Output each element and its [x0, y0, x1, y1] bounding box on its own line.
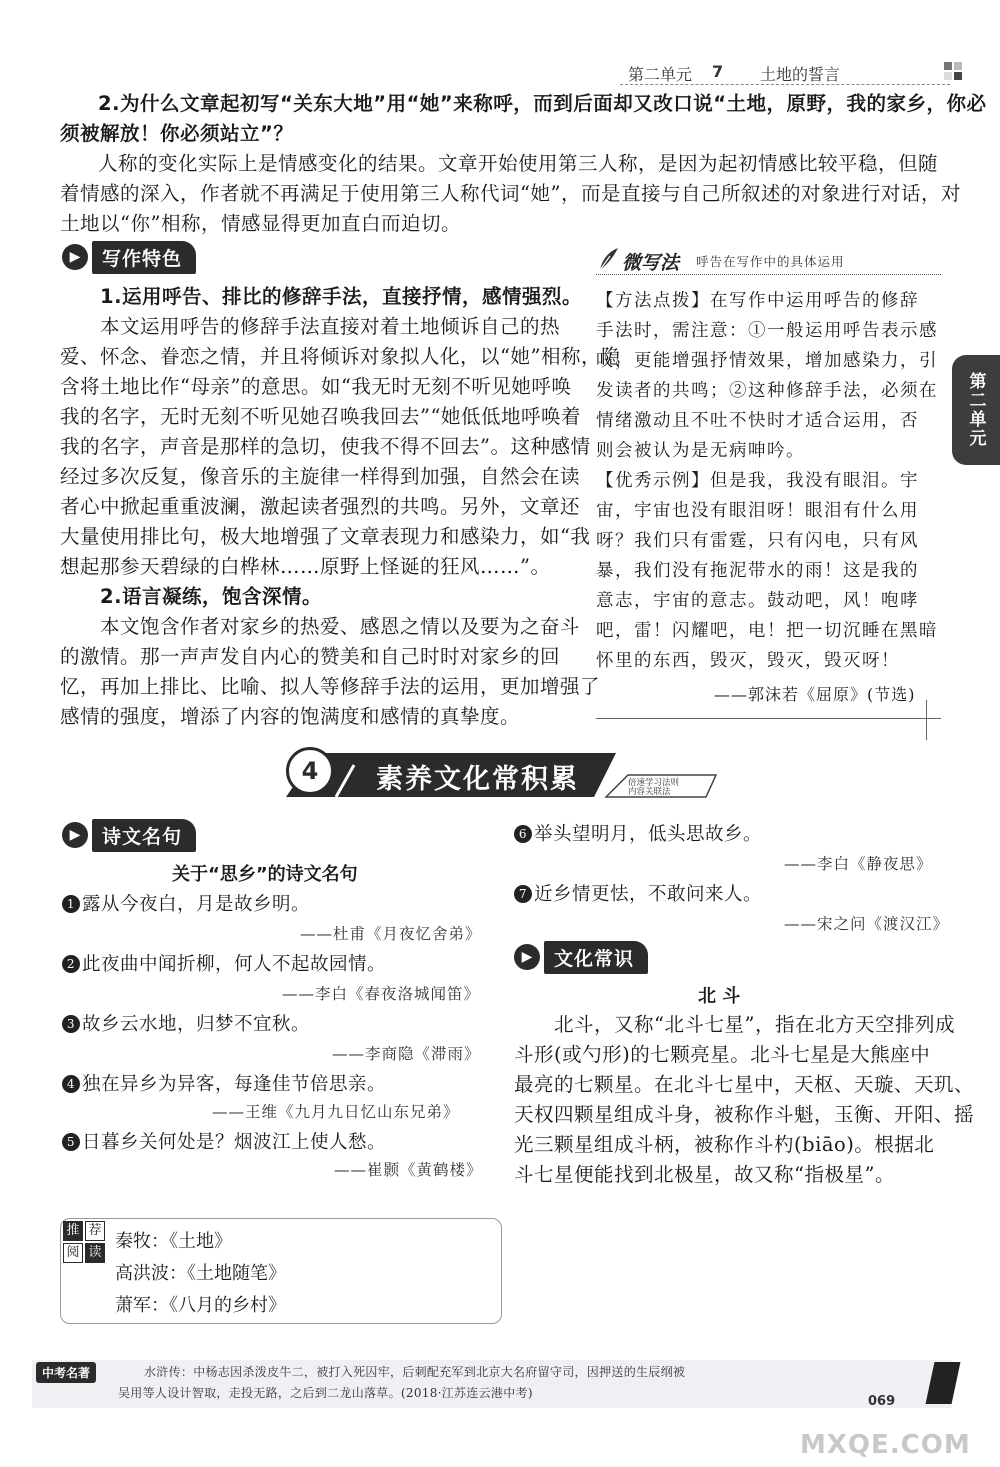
micro-writing-box	[596, 240, 944, 740]
body-line: 本文运用呼告的修辞手法直接对着土地倾诉自己的热	[100, 315, 561, 338]
poem-line: 露从今夜白，月是故乡明。	[82, 894, 311, 915]
header-square-icon	[944, 62, 952, 70]
header-square-icon	[954, 62, 962, 70]
lesson-title: 土地的誓言	[760, 65, 841, 84]
page-header	[600, 58, 1000, 86]
body-line: 忆，再加上排比、比喻、拟人等修辞手法的运用，更加增强了	[60, 675, 601, 698]
poem-source: ——崔颢《黄鹤楼》	[334, 1161, 483, 1179]
poem-line: 举头望明月，低头思故乡。	[534, 824, 763, 845]
footer-tag: 中考名著	[36, 1362, 96, 1383]
question-title-cont: 须被解放！你必须站立”？	[60, 122, 294, 145]
example-line: 意志，宇宙的意志。鼓动吧，风！咆哮	[596, 591, 919, 611]
poem-item	[514, 880, 762, 906]
example-line: 宙，宇宙也没有眼泪呀！眼泪有什么用	[596, 501, 919, 521]
feature-point-1-title: 1.运用呼告、排比的修辞手法，直接抒情，感情强烈。	[100, 285, 582, 308]
culture-line: 斗七星便能找到北极星，故又称“指极星”。	[514, 1163, 895, 1186]
poem-source: ——李白《静夜思》	[784, 855, 933, 873]
culture-tag	[514, 940, 648, 974]
banner-note-line: 倍速学习法则	[628, 778, 680, 788]
poem-source: ——王维《九月九日忆山东兄弟》	[212, 1103, 460, 1121]
poems-label: 诗文名句	[92, 819, 196, 852]
question-title: 2.为什么文章起初写“关东大地”用“她”来称呼，而到后面却又改口说“土地，原野，我的家乡，你必	[98, 92, 987, 115]
culture-line: 天权四颗星组成斗身，被称作斗魁，玉衡、开阳、摇	[514, 1103, 975, 1126]
poem-item	[62, 1010, 310, 1036]
method-line: 【方法点拨】在写作中运用呼告的修辞	[596, 291, 919, 311]
feature-point-2-body	[60, 612, 601, 732]
culture-title: 北 斗	[698, 986, 741, 1007]
micro-writing-bottom-line	[596, 718, 941, 719]
body-line: 爱、怀念、眷恋之情，并且将倾诉对象拟人化，以“她”相称，隐	[60, 345, 621, 368]
poem-item	[62, 890, 310, 916]
feature-point-2-title: 2.语言凝练，饱含深情。	[100, 585, 322, 608]
writing-features-tag	[62, 240, 196, 274]
poem-line: 此夜曲中闻折柳，何人不起故园情。	[82, 954, 387, 975]
micro-writing-label: 微写法	[622, 252, 680, 274]
recommend-badge	[61, 1219, 107, 1265]
poem-item	[514, 820, 762, 846]
answer-line: 人称的变化实际上是情感变化的结果。文章开始使用第三人称，是因为起初情感比较平稳，但随	[98, 152, 939, 175]
recommended-book: 萧军：《八月的乡村》	[115, 1295, 286, 1316]
body-line: 感情的强度，增添了内容的饱满度和感情的真挚度。	[60, 705, 521, 728]
poem-number: 1	[62, 895, 80, 913]
header-square-icon	[954, 72, 962, 80]
banner-note	[628, 779, 679, 797]
method-line: 手法时，需注意：①一般运用呼告表示感	[596, 321, 938, 341]
example-line: 吧，雷！闪耀吧，电！把一切沉睡在黑暗	[596, 621, 938, 641]
example-source: ——郭沫若《屈原》(节选)	[714, 685, 916, 704]
unit-side-tab: 第二单元	[952, 355, 1000, 465]
play-arrow-icon: ▶	[514, 944, 540, 970]
poem-number: 3	[62, 1015, 80, 1033]
poem-line: 日暮乡关何处是？烟波江上使人愁。	[82, 1132, 387, 1153]
body-line: 想起那参天碧绿的白桦林……原野上怪诞的狂风……”。	[60, 555, 551, 578]
body-line: 本文饱含作者对家乡的热爱、感恩之情以及要为之奋斗	[100, 615, 581, 638]
banner-title: 素养文化常积累	[376, 764, 579, 795]
footer-bar	[32, 1360, 952, 1408]
micro-writing-divider	[596, 274, 941, 275]
culture-line: 斗形(或勺形)的七颗亮星。北斗七星是大熊座中	[514, 1043, 931, 1066]
body-line: 者心中掀起重重波澜，激起读者强烈的共鸣。另外，文章还	[60, 495, 581, 518]
culture-line: 最亮的七颗星。在北斗七星中，天枢、天璇、天玑、	[514, 1073, 975, 1096]
section-banner	[276, 745, 736, 805]
micro-writing-corner-line	[926, 700, 927, 740]
poem-source: ——杜甫《月夜忆舍弟》	[300, 925, 482, 943]
method-line: 情绪激动且不吐不快时才适合运用，否	[596, 411, 919, 431]
poem-line: 近乡情更怯，不敢问来人。	[534, 884, 763, 905]
footer-line: 吴用等人设计智取，走投无路，之后到二龙山落草。(2018·江苏连云港中考)	[118, 1386, 533, 1400]
body-line: 的激情。那一声声发自内心的赞美和自己时时对家乡的回	[60, 645, 561, 668]
body-line: 我的名字，无时无刻不听见她召唤我回去”“她低低地呼唤着	[60, 405, 581, 428]
example-line: 怀里的东西，毁灭，毁灭，毁灭呀！	[596, 651, 900, 671]
feature-point-1-body	[60, 312, 621, 582]
unit-label: 第二单元	[628, 65, 693, 84]
body-line: 经过多次反复，像音乐的主旋律一样得到加强，自然会在读	[60, 465, 581, 488]
play-arrow-icon: ▶	[62, 244, 88, 270]
poem-number: 4	[62, 1075, 80, 1093]
poem-item	[62, 1128, 386, 1154]
body-line: 我的名字，声音是那样的急切，使我不得不回去”。这种感情	[60, 435, 591, 458]
micro-writing-subtitle: 呼告在写作中的具体运用	[696, 254, 845, 269]
footer-line: 水浒传：中杨志因杀泼皮牛二，被打入死囚牢，后刺配充军到北京大名府留守司，因押送的生辰纲被	[144, 1365, 686, 1379]
poem-number: 7	[514, 885, 532, 903]
banner-note-line: 内容关联法	[628, 787, 671, 797]
example-line: 呀？我们只有雷霆，只有闪电，只有风	[596, 531, 919, 551]
poem-source: ——李商隐《滞雨》	[332, 1045, 481, 1063]
poem-source: ——宋之问《渡汉江》	[784, 915, 950, 933]
poem-line: 故乡云水地，归梦不宜秋。	[82, 1014, 311, 1035]
poems-heading: 关于“思乡”的诗文名句	[172, 864, 358, 885]
poem-item	[62, 950, 386, 976]
page-number: 069	[868, 1394, 896, 1409]
recommended-reading-box	[60, 1218, 502, 1324]
poem-number: 2	[62, 955, 80, 973]
banner-number: 4	[286, 747, 334, 795]
recommended-book: 高洪波：《土地随笔》	[115, 1263, 286, 1284]
answer-line: 土地以“你”相称，情感显得更加直白而迫切。	[60, 212, 461, 235]
culture-line: 光三颗星组成斗柄，被称作斗杓(biāo)。根据北	[514, 1133, 935, 1156]
method-line: 发读者的共鸣；②这种修辞手法，必须在	[596, 381, 938, 401]
poem-number: 5	[62, 1133, 80, 1151]
answer-line: 着情感的深入，作者就不再满足于使用第三人称代词“她”，而是直接与自己所叙述的对象进行对话，对	[60, 182, 961, 205]
header-divider	[620, 84, 950, 86]
poems-tag	[62, 818, 196, 852]
culture-body	[514, 1010, 975, 1190]
feather-icon	[596, 246, 620, 272]
badge-char: 读	[85, 1243, 105, 1263]
method-line: 叹，更能增强抒情效果，增加感染力，引	[596, 351, 938, 371]
recommended-book: 秦牧：《土地》	[115, 1231, 232, 1252]
play-arrow-icon: ▶	[62, 822, 88, 848]
poem-number: 6	[514, 825, 532, 843]
poem-item	[62, 1070, 386, 1096]
lesson-number: 7	[712, 62, 724, 81]
watermark: MXQE.COM	[800, 1430, 971, 1460]
body-line: 含将土地比作“母亲”的意思。如“我无时无刻不听见她呼唤	[60, 375, 572, 398]
header-square-icon	[944, 72, 952, 80]
writing-features-label: 写作特色	[92, 241, 196, 274]
badge-char: 荐	[85, 1221, 105, 1241]
example-line: 暴，我们没有拖泥带水的雨！这是我的	[596, 561, 919, 581]
poem-source: ——李白《春夜洛城闻笛》	[282, 985, 481, 1003]
culture-line: 北斗，又称“北斗七星”，指在北方天空排列成	[554, 1013, 955, 1036]
poem-line: 独在异乡为异客，每逢佳节倍思亲。	[82, 1074, 387, 1095]
body-line: 大量使用排比句，极大地增强了文章表现力和感染力，如“我	[60, 525, 591, 548]
example-line: 【优秀示例】但是我，我没有眼泪。宇	[596, 471, 919, 491]
badge-char: 推	[63, 1221, 83, 1241]
culture-label: 文化常识	[544, 941, 648, 974]
method-line: 则会被认为是无病呻吟。	[596, 441, 805, 461]
badge-char: 阅	[63, 1243, 83, 1263]
